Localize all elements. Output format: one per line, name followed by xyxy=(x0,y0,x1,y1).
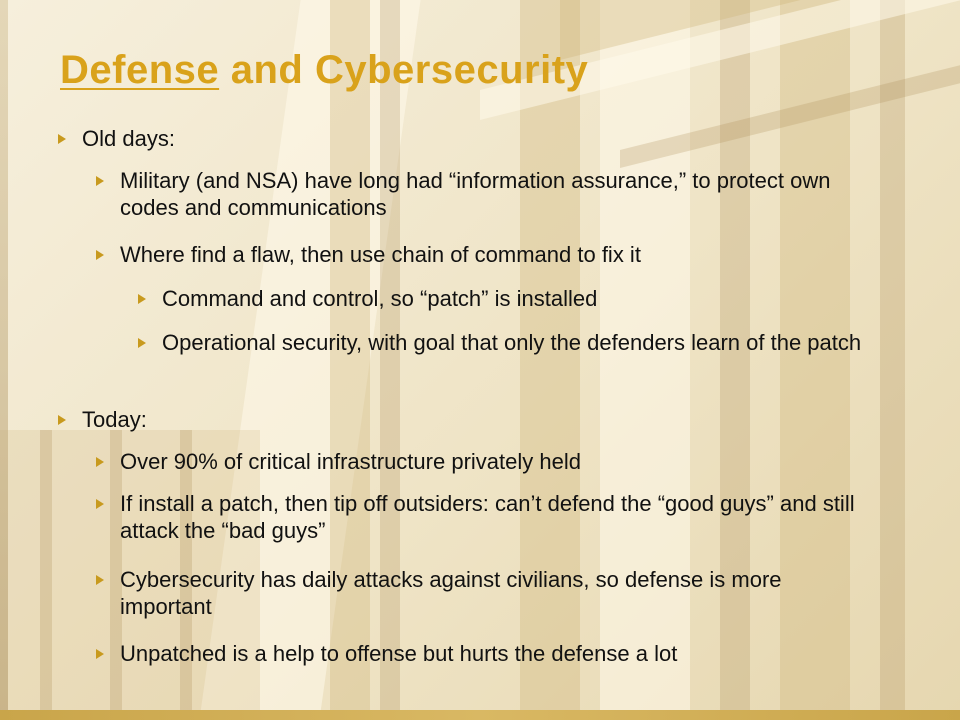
bullet-arrow-icon xyxy=(96,250,104,260)
bullet-arrow-icon xyxy=(96,649,104,659)
bullet-item xyxy=(96,448,916,475)
bullet-item xyxy=(96,241,916,268)
bullet-arrow-icon xyxy=(58,134,66,144)
title-text: and Cybersecurity xyxy=(219,48,589,92)
bullet-text: Old days: xyxy=(82,126,175,151)
bullet-item xyxy=(58,406,918,433)
bullet-item xyxy=(96,490,856,544)
bullet-text: Unpatched is a help to offense but hurts the defense a lot xyxy=(120,641,678,666)
bullet-item xyxy=(138,285,918,312)
bullet-text: Where find a flaw, then use chain of command to fix it xyxy=(120,242,641,267)
bullet-text: Cybersecurity has daily attacks against civilians, so defense is more important xyxy=(120,567,782,619)
bullet-text: Over 90% of critical infrastructure privately held xyxy=(120,449,581,474)
bullet-arrow-icon xyxy=(96,457,104,467)
bullet-text: If install a patch, then tip off outsiders: can’t defend the “good guys” and still attack the “bad guys” xyxy=(120,491,855,543)
bullet-item xyxy=(96,640,916,667)
bullet-arrow-icon xyxy=(96,176,104,186)
bullet-text: Operational security, with goal that only the defenders learn of the patch xyxy=(162,330,862,355)
bullet-arrow-icon xyxy=(138,294,146,304)
bullet-arrow-icon xyxy=(96,575,104,585)
bullet-item xyxy=(58,125,918,152)
bullet-item xyxy=(96,566,836,620)
bullet-text: Military (and NSA) have long had “information assurance,” to protect own codes and communications xyxy=(120,168,831,220)
bullet-item xyxy=(138,329,898,356)
title-link[interactable]: Defense xyxy=(60,48,220,92)
bullet-arrow-icon xyxy=(96,499,104,509)
bullet-arrow-icon xyxy=(58,415,66,425)
bullet-text: Command and control, so “patch” is installed xyxy=(162,286,598,311)
bullet-arrow-icon xyxy=(138,338,146,348)
bullet-text: Today: xyxy=(82,407,147,432)
bullet-item xyxy=(96,167,836,221)
